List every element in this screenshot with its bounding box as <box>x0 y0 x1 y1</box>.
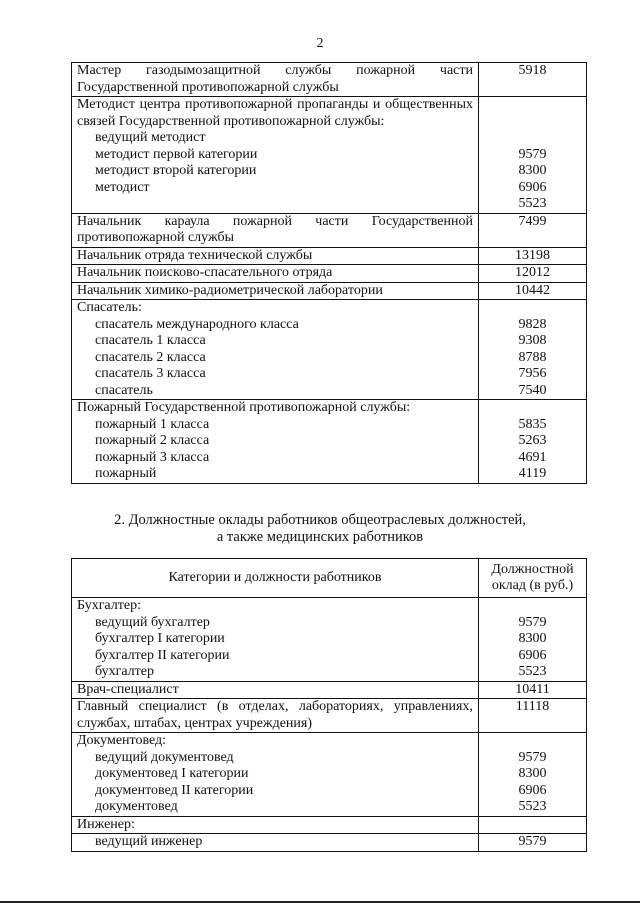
position-label: методист первой категории <box>95 146 258 162</box>
salary-cell <box>479 63 587 97</box>
table-row <box>72 598 587 682</box>
salary-cell <box>479 681 587 699</box>
position-label: Мастер газодымозащитной службы пожарной части Государственной противопожарной службы <box>77 63 473 95</box>
position-cell <box>72 63 479 97</box>
salary-value: 5523 <box>518 196 547 211</box>
position-cell <box>72 699 479 733</box>
position-label: Начальник химико-радиометрической лаборатории <box>77 282 383 298</box>
position-cell <box>72 816 479 834</box>
salary-value: 7540 <box>518 382 547 398</box>
salary-value: 11118 <box>515 699 550 714</box>
salary-value: 5835 <box>518 416 547 432</box>
page-number: 2 <box>316 36 324 51</box>
position-label: Начальник поисково-спасательного отряда <box>77 265 333 280</box>
column-header-salary <box>479 559 587 598</box>
position-label: пожарный 3 класса <box>95 449 210 465</box>
salary-cell <box>479 265 587 283</box>
salary-cell <box>479 300 587 400</box>
salary-cell <box>479 598 587 682</box>
position-cell <box>72 213 479 247</box>
table-row <box>72 816 587 834</box>
position-label: пожарный 2 класса <box>95 433 210 448</box>
section-title <box>0 512 640 546</box>
position-cell <box>72 300 479 400</box>
position-group-title: Спасатель: <box>77 300 142 315</box>
header-line: Должностной <box>491 561 574 577</box>
table-row <box>72 97 587 214</box>
position-group-title: Пожарный Государственной противопожарной службы: <box>77 400 411 415</box>
position-label: ведущий документовед <box>95 749 234 765</box>
position-group-title: Документовед: <box>77 733 167 748</box>
salary-value: 7956 <box>518 366 547 381</box>
salary-value: 8300 <box>518 631 547 646</box>
salary-value: 5918 <box>518 63 547 78</box>
salary-value: 8788 <box>518 349 547 365</box>
position-label: ведущий инженер <box>95 834 203 849</box>
table-row <box>72 733 587 817</box>
position-label: бухгалтер <box>95 664 154 679</box>
salary-value: 10411 <box>515 681 550 697</box>
table-row <box>72 681 587 699</box>
table-row <box>72 63 587 97</box>
position-label: пожарный 1 класса <box>95 416 210 432</box>
position-label: пожарный <box>95 466 157 481</box>
salary-cell <box>479 834 587 852</box>
position-label: спасатель 1 класса <box>95 333 206 348</box>
salary-value: 9579 <box>518 749 547 765</box>
header-line: оклад (в руб.) <box>491 578 574 593</box>
salary-cell <box>479 400 587 484</box>
salary-value: 8300 <box>518 766 547 781</box>
table-row <box>72 213 587 247</box>
position-cell <box>72 834 479 852</box>
position-cell <box>72 265 479 283</box>
salary-value: 9579 <box>518 834 547 849</box>
position-cell <box>72 282 479 300</box>
position-label: Начальник отряда технической службы <box>77 247 313 263</box>
table-row <box>72 265 587 283</box>
salary-table-general-positions <box>71 558 587 852</box>
position-label: спасатель 2 класса <box>95 349 206 365</box>
salary-value: 5523 <box>518 664 547 679</box>
section-title-line: 2. Должностные оклады работников общеотраслевых должностей, <box>114 512 526 528</box>
position-label: Врач-специалист <box>77 681 179 697</box>
salary-value: 4691 <box>518 449 547 465</box>
position-group-title: Методист центра противопожарной пропаганды и общественных связей Государственной противопожарной службы: <box>77 97 473 129</box>
table-header-row <box>72 559 587 598</box>
position-label: ведущий бухгалтер <box>95 614 210 630</box>
position-cell <box>72 247 479 265</box>
position-label: Начальник караула пожарной части Государственной противопожарной службы <box>77 213 473 245</box>
position-cell <box>72 733 479 817</box>
position-label: документовед II категории <box>95 782 254 798</box>
salary-table-fire-service <box>71 62 587 484</box>
table-row <box>72 300 587 400</box>
salary-value: 13198 <box>515 247 550 263</box>
table-row <box>72 400 587 484</box>
salary-cell <box>479 97 587 214</box>
salary-value: 6906 <box>518 782 547 798</box>
salary-cell <box>479 733 587 817</box>
position-label: спасатель международного класса <box>95 316 299 332</box>
salary-value: 12012 <box>515 265 550 280</box>
table-row <box>72 282 587 300</box>
section-title-line: а также медицинских работников <box>216 529 424 545</box>
scan-edge-line <box>0 901 640 903</box>
salary-value: 9579 <box>518 614 547 630</box>
position-label: спасатель <box>95 382 153 398</box>
table-row <box>72 834 587 852</box>
position-label: бухгалтер I категории <box>95 631 225 646</box>
salary-cell <box>479 816 587 834</box>
salary-cell <box>479 282 587 300</box>
position-cell <box>72 681 479 699</box>
salary-value: 5263 <box>518 433 547 448</box>
position-group-title: Инженер: <box>77 816 135 832</box>
position-cell <box>72 97 479 214</box>
salary-value: 9828 <box>518 316 547 332</box>
position-label: спасатель 3 класса <box>95 366 206 381</box>
salary-value: 8300 <box>518 163 547 178</box>
salary-value: 9579 <box>518 146 547 162</box>
salary-value: 9308 <box>518 333 547 348</box>
salary-value: 5523 <box>518 799 547 814</box>
position-label: Главный специалист (в отделах, лабораториях, управлениях, службах, штабах, центрах учреждения) <box>77 699 473 731</box>
position-label: ведущий методист <box>95 130 206 145</box>
salary-cell <box>479 213 587 247</box>
table-row <box>72 247 587 265</box>
position-cell <box>72 598 479 682</box>
column-header-category: Категории и должности работников <box>72 559 479 598</box>
salary-cell <box>479 699 587 733</box>
position-group-title: Бухгалтер: <box>77 598 141 613</box>
position-label: документовед <box>95 799 178 814</box>
position-cell <box>72 400 479 484</box>
salary-value: 4119 <box>518 466 547 481</box>
salary-value: 6906 <box>518 647 547 663</box>
position-label: бухгалтер II категории <box>95 647 230 663</box>
position-label: методист второй категории <box>95 163 257 178</box>
table-row <box>72 699 587 733</box>
salary-cell <box>479 247 587 265</box>
position-label: документовед I категории <box>95 766 249 781</box>
salary-value: 6906 <box>518 179 547 195</box>
salary-value: 10442 <box>515 282 550 298</box>
salary-value: 7499 <box>518 213 547 229</box>
position-label: методист <box>95 179 150 195</box>
